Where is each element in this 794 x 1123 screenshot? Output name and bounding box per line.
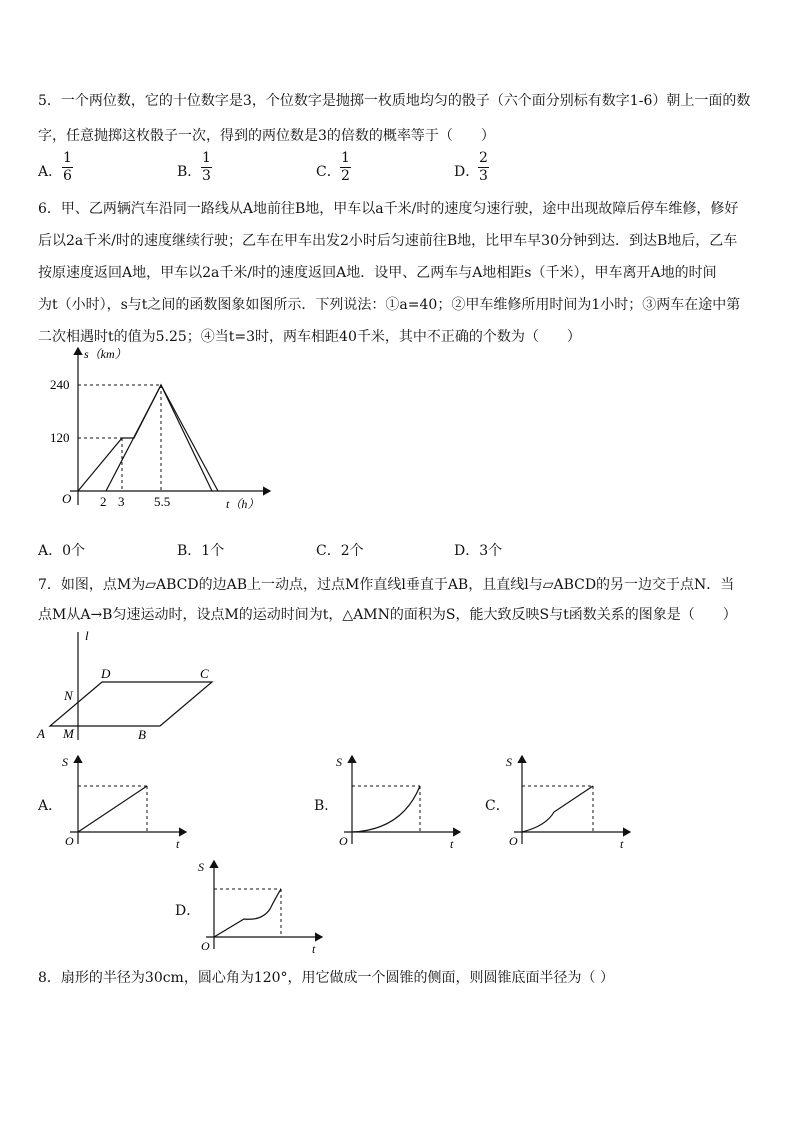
y-tick-240: 240: [50, 377, 70, 392]
numerator: 1: [341, 150, 350, 166]
t-label: t: [450, 837, 454, 851]
q5-option-c-fraction: [340, 151, 351, 184]
q5-option-a-fraction: [62, 151, 73, 184]
q7-text-line2: 点M从A→B匀速运动时，设点M的运动时间为t，△AMN的面积为S，能大致反映S与t函数关系的图象是（ ）: [38, 607, 737, 623]
denominator: 6: [63, 168, 72, 184]
q6-option-c: C．2个: [316, 543, 364, 559]
s-label: S: [336, 755, 342, 769]
label-a: A: [37, 726, 45, 741]
curve: [214, 889, 281, 937]
q6-option-d: D．3个: [454, 543, 503, 559]
q5-option-b-fraction: [201, 151, 212, 184]
label-m: M: [63, 726, 74, 741]
curve: [522, 786, 593, 832]
curve: [352, 786, 420, 832]
q5-text-line1: 5．一个两位数，它的十位数字是3，个位数字是抛掷一枚质地均匀的骰子（六个面分别标有数字1-6）朝上一面的数: [38, 93, 751, 109]
x-axis-label: t（h）: [226, 497, 260, 511]
y-axis-label: s（km）: [84, 347, 127, 361]
denominator: 2: [341, 168, 350, 184]
origin-label: O: [62, 491, 72, 506]
q5-option-d-label: D．: [454, 164, 480, 180]
numerator: 1: [202, 150, 211, 166]
q7-option-d-graph: [192, 857, 332, 957]
q5-text-line2: 字，任意抛掷这枚骰子一次，得到的两位数是3的倍数的概率等于（ ）: [38, 128, 495, 144]
q6-distance-time-graph: [30, 340, 290, 520]
q7-option-a-graph: [56, 752, 196, 852]
origin-label: O: [201, 939, 210, 953]
curve: [78, 786, 147, 832]
q7-parallelogram-figure: [30, 622, 230, 744]
denominator: 3: [202, 168, 211, 184]
numerator: 2: [479, 150, 488, 166]
numerator: 1: [63, 150, 72, 166]
x-tick-3: 3: [118, 494, 125, 509]
q7-option-c-label: C．: [485, 798, 510, 814]
q7-option-a-label: A．: [38, 798, 63, 814]
x-tick-2: 2: [100, 494, 107, 509]
q8-text-line1: 8．扇形的半径为30cm，圆心角为120°，用它做成一个圆锥的侧面，则圆锥底面半径为（ ）: [38, 970, 615, 986]
label-n: N: [64, 688, 73, 703]
q5-option-a-label: A．: [38, 164, 63, 180]
label-c: C: [200, 666, 209, 681]
q6-text-line1: 6．甲、乙两辆汽车沿同一路线从A地前往B地，甲车以a千米/时的速度匀速行驶，途中出现故障后停车维修，修好: [38, 201, 739, 217]
q7-text-line1: 7．如图，点M为▱ABCD的边AB上一动点，过点M作直线l垂直于AB，且直线l与▱ABCD的另一边交于点N．当: [38, 577, 735, 593]
q5-option-c-label: C．: [316, 164, 341, 180]
t-label: t: [312, 942, 316, 956]
q7-option-d-label: D．: [175, 903, 201, 919]
q7-option-c-graph: [500, 752, 640, 852]
q7-option-b-graph: [330, 752, 470, 852]
label-l: l: [85, 628, 89, 643]
s-label: S: [198, 860, 204, 874]
x-tick-5-5: 5.5: [154, 494, 171, 509]
origin-label: O: [339, 834, 348, 848]
q6-text-line5: 二次相遇时t的值为5.25；④当t=3时，两车相距40千米，其中不正确的个数为（ ）: [38, 329, 581, 345]
q6-option-a: A．0个: [38, 543, 86, 559]
q5-option-b-label: B．: [177, 164, 202, 180]
s-label: S: [506, 755, 512, 769]
q6-text-line4: 为t（小时），s与t之间的函数图象如图所示．下列说法：①a=40；②甲车维修所用时间为1小时；③两车在途中第: [38, 297, 741, 313]
t-label: t: [176, 837, 180, 851]
q5-option-d-fraction: [478, 151, 489, 184]
y-tick-120: 120: [50, 430, 70, 445]
t-label: t: [620, 837, 624, 851]
q6-option-b: B．1个: [177, 543, 225, 559]
origin-label: O: [509, 834, 518, 848]
label-b: B: [138, 727, 146, 742]
label-d: D: [101, 666, 111, 681]
denominator: 3: [479, 168, 488, 184]
q6-text-line2: 后以2a千米/时的速度继续行驶；乙车在甲车出发2小时后匀速前往B地，比甲车早30分钟到达．到达B地后，乙车: [38, 233, 738, 249]
origin-label: O: [65, 834, 74, 848]
q7-option-b-label: B．: [314, 798, 339, 814]
parallelogram-abcd: [50, 682, 212, 726]
s-label: S: [62, 755, 68, 769]
q6-text-line3: 按原速度返回A地，甲车以2a千米/时的速度返回A地．设甲、乙两车与A地相距s（千米），甲车离开A地的时间: [38, 265, 717, 281]
